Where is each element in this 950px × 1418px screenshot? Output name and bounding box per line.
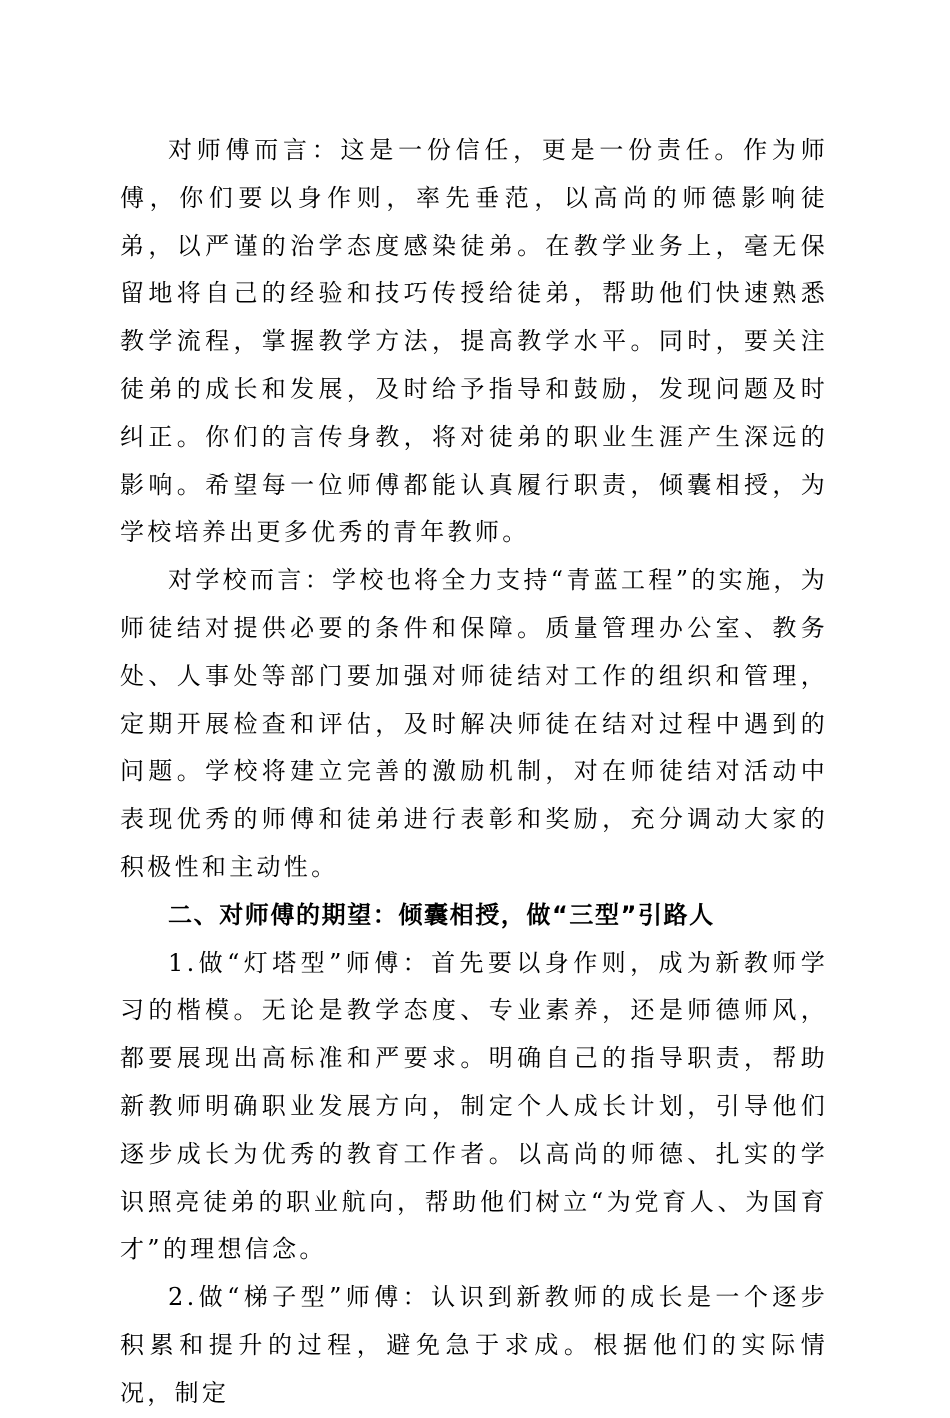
paragraph-lighthouse-mentor: 1.做“灯塔型”师傅：首先要以身作则，成为新教师学习的楷模。无论是教学态度、专业素养，还是师德师风，都要展现出高标准和严要求。明确自己的指导职责，帮助新教师明确职业发展方向，制定个人成长计划，引导他们逐步成长为优秀的教育工作者。以高尚的师德、扎实的学识照亮徒弟的职业航向，帮助他们树立“为党育人、为国育才”的理想信念。 [120, 948, 828, 1264]
paragraph-ladder-mentor: 2.做“梯子型”师傅：认识到新教师的成长是一个逐步积累和提升的过程，避免急于求成。根据他们的实际情况，制定 [120, 1283, 828, 1407]
paragraph-school-role: 对学校而言：学校也将全力支持“青蓝工程”的实施，为师徒结对提供必要的条件和保障。质量管理办公室、教务处、人事处等部门要加强对师徒结对工作的组织和管理，定期开展检查和评估，及时解决师徒在结对过程中遇到的问题。学校将建立完善的激励机制，对在师徒结对活动中表现优秀的师傅和徒弟进行表彰和奖励，充分调动大家的积极性和主动性。 [120, 566, 828, 881]
paragraph-mentor-role: 对师傅而言：这是一份信任，更是一份责任。作为师傅，你们要以身作则，率先垂范，以高尚的师德影响徒弟，以严谨的治学态度感染徒弟。在教学业务上，毫无保留地将自己的经验和技巧传授给徒弟，帮助他们快速熟悉教学流程，掌握教学方法，提高教学水平。同时，要关注徒弟的成长和发展，及时给予指导和鼓励，发现问题及时纠正。你们的言传身教，将对徒弟的职业生涯产生深远的影响。希望每一位师傅都能认真履行职责，倾囊相授，为学校培养出更多优秀的青年教师。 [120, 136, 828, 547]
section-heading-mentor-expectations: 二、对师傅的期望：倾囊相授，做“三型”引路人 [168, 900, 715, 929]
document-body [120, 127, 828, 1418]
